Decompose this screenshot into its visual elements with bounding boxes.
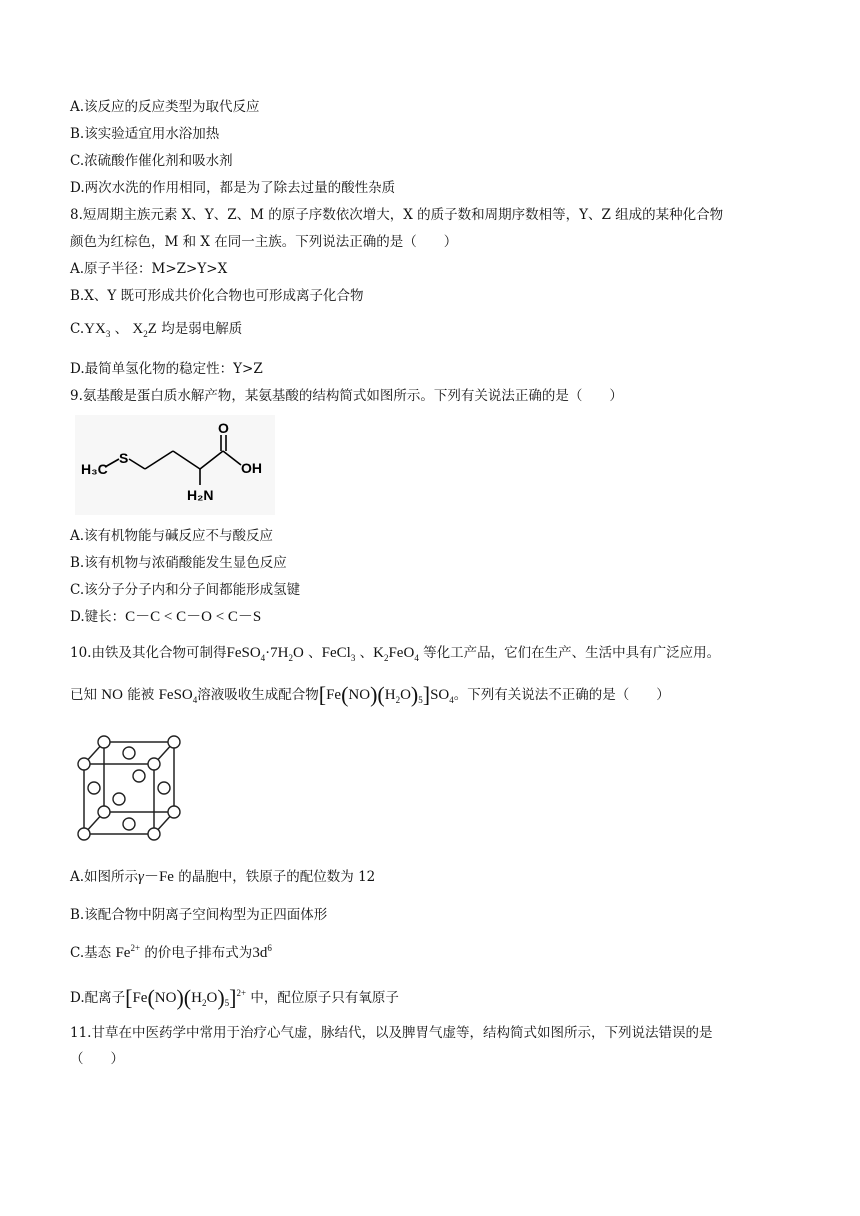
corner-atom — [148, 828, 160, 840]
formula-fe2plus: $Fe^{2+}$ — [115, 943, 141, 961]
formula-gamma-fe: γ－Fe — [138, 869, 174, 885]
sulfur-label: S — [119, 450, 129, 466]
oxygen-label: O — [218, 420, 229, 436]
formula-complex-ion: $[Fe(NO)(H_2O)_5]^{2+}$ — [125, 985, 247, 1010]
formula-feso4: FeSO$_4$ — [158, 687, 198, 705]
q7-option-b: B.该实验适宜用水浴加热 — [70, 126, 220, 142]
q8-stem-line2: 颜色为红棕色，M 和 X 在同一主族。下列说法正确的是（ ） — [70, 234, 458, 250]
face-center-atom — [158, 782, 170, 794]
q8-option-c: $C.YX_3$ 、 $X_2Z$ 均是弱电解质 — [70, 321, 243, 339]
formula-complex-salt: $[Fe(NO)(H_2O)_5]SO_4$ — [318, 682, 454, 707]
formula-x2z: $X_2Z$ — [132, 321, 157, 339]
q7-option-a: A.该反应的反应类型为取代反应 — [70, 99, 260, 115]
face-center-atom — [113, 793, 125, 805]
corner-atom — [148, 758, 160, 770]
q10-option-b: B.该配合物中阴离子空间构型为正四面体形 — [70, 907, 328, 923]
q11-stem-line1: 11.甘草在中医药学中常用于治疗心气虚，脉结代，以及脾胃气虚等，结构简式如图所示，下列说法错误的是 — [70, 1025, 713, 1041]
q9-option-a: A.该有机物能与碱反应不与酸反应 — [70, 528, 274, 544]
q8-option-d: D.最简单氢化物的稳定性：Y>Z — [70, 361, 263, 377]
q10-stem-line1: 10.由铁及其化合物可制得$FeSO_4\cdot 7H_2O$ 、FeCl$_3$ 、$K_2FeO_4$ 等化工产品，它们在生产、生活中具有广泛应用。 — [70, 645, 721, 663]
formula-fecl3: FeCl$_3$ — [321, 645, 356, 663]
q10-option-a: A.如图所示γ－Fe 的晶胞中，铁原子的配位数为 12 — [70, 869, 376, 885]
bond-length-formula: C－C < C－O < C－S — [125, 609, 262, 625]
q7-option-c: C.浓硫酸作催化剂和吸水剂 — [70, 153, 233, 169]
corner-atom — [168, 736, 180, 748]
hydroxyl-label: OH — [241, 460, 262, 476]
q8-option-a: A.原子半径：M>Z>Y>X — [70, 261, 228, 277]
formula-no: NO — [101, 687, 123, 703]
gamma-fe-unit-cell-figure — [70, 728, 190, 848]
amino-label: H₂N — [187, 487, 214, 503]
ch3-label: H₃C — [81, 461, 108, 477]
q7-option-d: D.两次水洗的作用相同，都是为了除去过量的酸性杂质 — [70, 180, 396, 196]
corner-atom — [98, 736, 110, 748]
formula-feso4-7h2o: $FeSO_4\cdot 7H_2O$ — [226, 645, 304, 663]
q9-stem: 9.氨基酸是蛋白质水解产物，某氨基酸的结构简式如图所示。下列有关说法正确的是（ ） — [70, 388, 623, 404]
q10-option-d: D.配离子$[Fe(NO)(H_2O)_5]^{2+}$ 中，配位原子只有氧原子 — [70, 985, 399, 1010]
formula-yx3: $YX_3$ — [84, 321, 111, 339]
formula-k2feo4: $K_2FeO_4$ — [373, 645, 419, 663]
corner-atom — [78, 758, 90, 770]
formula-3d6: $3d^6$ — [252, 943, 272, 961]
corner-atom — [168, 806, 180, 818]
corner-atom — [98, 806, 110, 818]
corner-atom — [78, 828, 90, 840]
face-center-atom — [133, 770, 145, 782]
amino-acid-structure-figure — [75, 415, 275, 515]
face-center-atom — [88, 782, 100, 794]
q8-stem-line1: 8.短周期主族元素 X、Y、Z、M 的原子序数依次增大，X 的质子数和周期序数相等，Y、Z 组成的某种化合物 — [70, 207, 724, 223]
q9-option-d: D.键长：C－C < C－O < C－S — [70, 609, 262, 625]
q9-option-c: C.该分子分子内和分子间都能形成氢键 — [70, 582, 301, 598]
face-center-atom — [123, 818, 135, 830]
face-center-atom — [123, 747, 135, 759]
q10-option-c: C.基态 $Fe^{2+}$ 的价电子排布式为$3d^6$ — [70, 943, 272, 961]
q10-stem-line2: 已知 NO 能被 FeSO$_4$溶液吸收生成配合物$[Fe(NO)(H_2O)_5]SO_4$。下列有关说法不正确的是（ ） — [70, 682, 670, 707]
q8-option-b: B.X、Y 既可形成共价化合物也可形成离子化合物 — [70, 288, 364, 304]
q9-option-b: B.该有机物与浓硝酸能发生显色反应 — [70, 555, 287, 571]
q11-stem-line2: （ ） — [70, 1051, 124, 1067]
